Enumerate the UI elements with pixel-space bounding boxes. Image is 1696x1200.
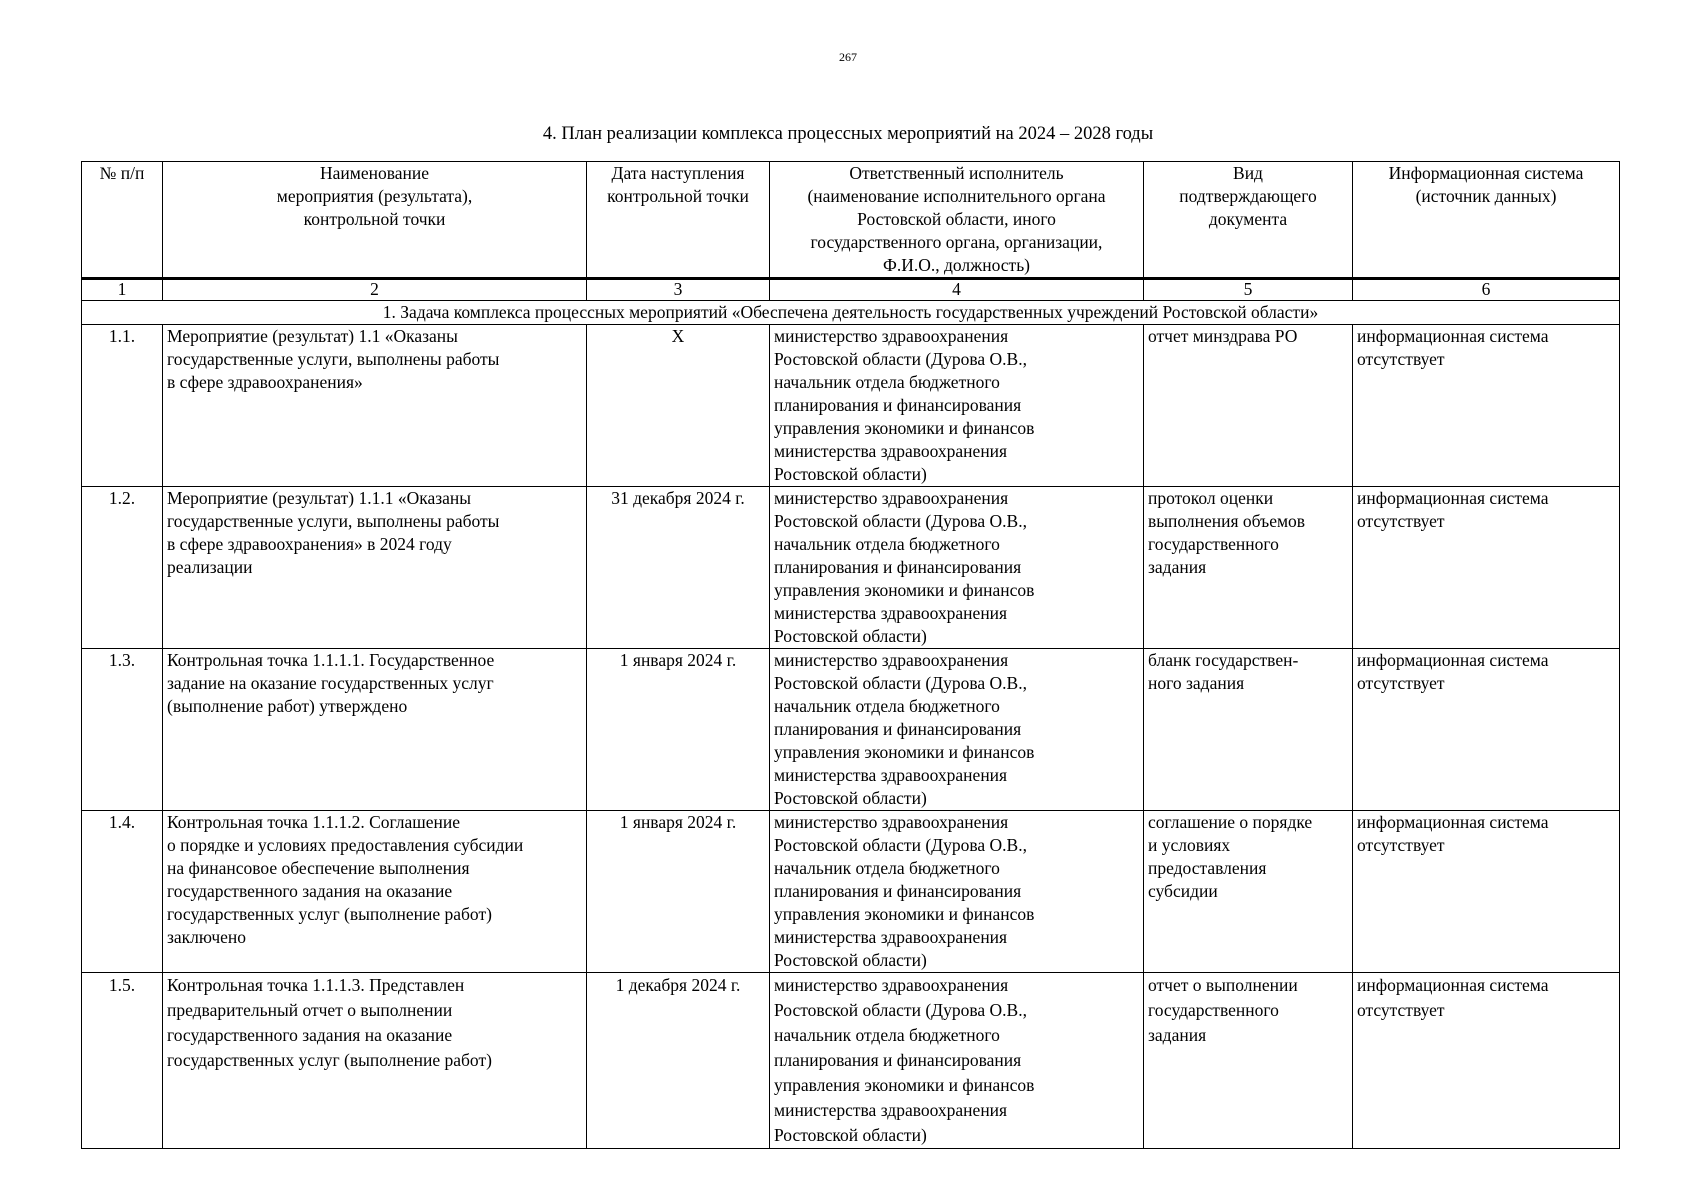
page-number: 267	[839, 50, 857, 64]
row-executor: министерство здравоохранения Ростовской области (Дурова О.В., начальник отдела бюджетного планирования и финансирования управления экономики и финансов министерства здравоохранения Ростовской области)	[770, 811, 1144, 973]
row-date: X	[587, 325, 770, 487]
header-system: Информационная система (источник данных)	[1353, 162, 1620, 279]
row-document: бланк государствен- ного задания	[1144, 649, 1353, 811]
row-document: соглашение о порядке и условиях предоставления субсидии	[1144, 811, 1353, 973]
table-row	[82, 487, 1620, 649]
row-date: 31 декабря 2024 г.	[587, 487, 770, 649]
row-executor: министерство здравоохранения Ростовской области (Дурова О.В., начальник отдела бюджетного планирования и финансирования управления экономики и финансов министерства здравоохранения Ростовской области)	[770, 649, 1144, 811]
table-row	[82, 811, 1620, 973]
row-executor: министерство здравоохранения Ростовской области (Дурова О.В., начальник отдела бюджетного планирования и финансирования управления экономики и финансов министерства здравоохранения Ростовской области)	[770, 973, 1144, 1149]
row-document: отчет о выполнении государственного задания	[1144, 973, 1353, 1149]
document-title: 4. План реализации комплекса процессных мероприятий на 2024 – 2028 годы	[542, 124, 1154, 144]
row-name: Мероприятие (результат) 1.1.1 «Оказаны государственные услуги, выполнены работы в сфере здравоохранения» в 2024 году реализации	[163, 487, 587, 649]
column-number: 6	[1353, 279, 1620, 301]
row-name: Мероприятие (результат) 1.1 «Оказаны государственные услуги, выполнены работы в сфере здравоохранения»	[163, 325, 587, 487]
row-number: 1.2.	[82, 487, 163, 649]
row-name: Контрольная точка 1.1.1.1. Государственное задание на оказание государственных услуг (выполнение работ) утверждено	[163, 649, 587, 811]
row-document: отчет минздрава РО	[1144, 325, 1353, 487]
task-row	[82, 301, 1620, 325]
row-name: Контрольная точка 1.1.1.2. Соглашение о порядке и условиях предоставления субсидии на финансовое обеспечение выполнения государственного задания на оказание государственных услуг (выполнение работ) заключено	[163, 811, 587, 973]
row-document: протокол оценки выполнения объемов государственного задания	[1144, 487, 1353, 649]
task-title: 1. Задача комплекса процессных мероприятий «Обеспечена деятельность государственных учреждений Ростовской области»	[82, 301, 1620, 325]
row-number: 1.5.	[82, 973, 163, 1149]
header-number: № п/п	[82, 162, 163, 279]
header-document: Вид подтверждающего документа	[1144, 162, 1353, 279]
row-system: информационная система отсутствует	[1353, 973, 1620, 1149]
row-system: информационная система отсутствует	[1353, 649, 1620, 811]
row-system: информационная система отсутствует	[1353, 325, 1620, 487]
header-name: Наименование мероприятия (результата), контрольной точки	[163, 162, 587, 279]
row-name: Контрольная точка 1.1.1.3. Представлен предварительный отчет о выполнении государственного задания на оказание государственных услуг (выполнение работ)	[163, 973, 587, 1149]
column-number: 3	[587, 279, 770, 301]
row-executor: министерство здравоохранения Ростовской области (Дурова О.В., начальник отдела бюджетного планирования и финансирования управления экономики и финансов министерства здравоохранения Ростовской области)	[770, 325, 1144, 487]
table-row	[82, 325, 1620, 487]
column-number: 2	[163, 279, 587, 301]
column-number: 5	[1144, 279, 1353, 301]
column-number: 4	[770, 279, 1144, 301]
column-number-row	[82, 279, 1620, 301]
row-system: информационная система отсутствует	[1353, 487, 1620, 649]
column-number: 1	[82, 279, 163, 301]
table-row	[82, 973, 1620, 1149]
row-number: 1.1.	[82, 325, 163, 487]
row-date: 1 января 2024 г.	[587, 649, 770, 811]
row-number: 1.4.	[82, 811, 163, 973]
header-row	[82, 162, 1620, 279]
plan-table	[81, 161, 1620, 1149]
table-row	[82, 649, 1620, 811]
row-date: 1 января 2024 г.	[587, 811, 770, 973]
row-date: 1 декабря 2024 г.	[587, 973, 770, 1149]
header-executor: Ответственный исполнитель (наименование исполнительного органа Ростовской области, иного государственного органа, организации, Ф.И.О., должность)	[770, 162, 1144, 279]
row-number: 1.3.	[82, 649, 163, 811]
row-system: информационная система отсутствует	[1353, 811, 1620, 973]
header-date: Дата наступления контрольной точки	[587, 162, 770, 279]
row-executor: министерство здравоохранения Ростовской области (Дурова О.В., начальник отдела бюджетного планирования и финансирования управления экономики и финансов министерства здравоохранения Ростовской области)	[770, 487, 1144, 649]
